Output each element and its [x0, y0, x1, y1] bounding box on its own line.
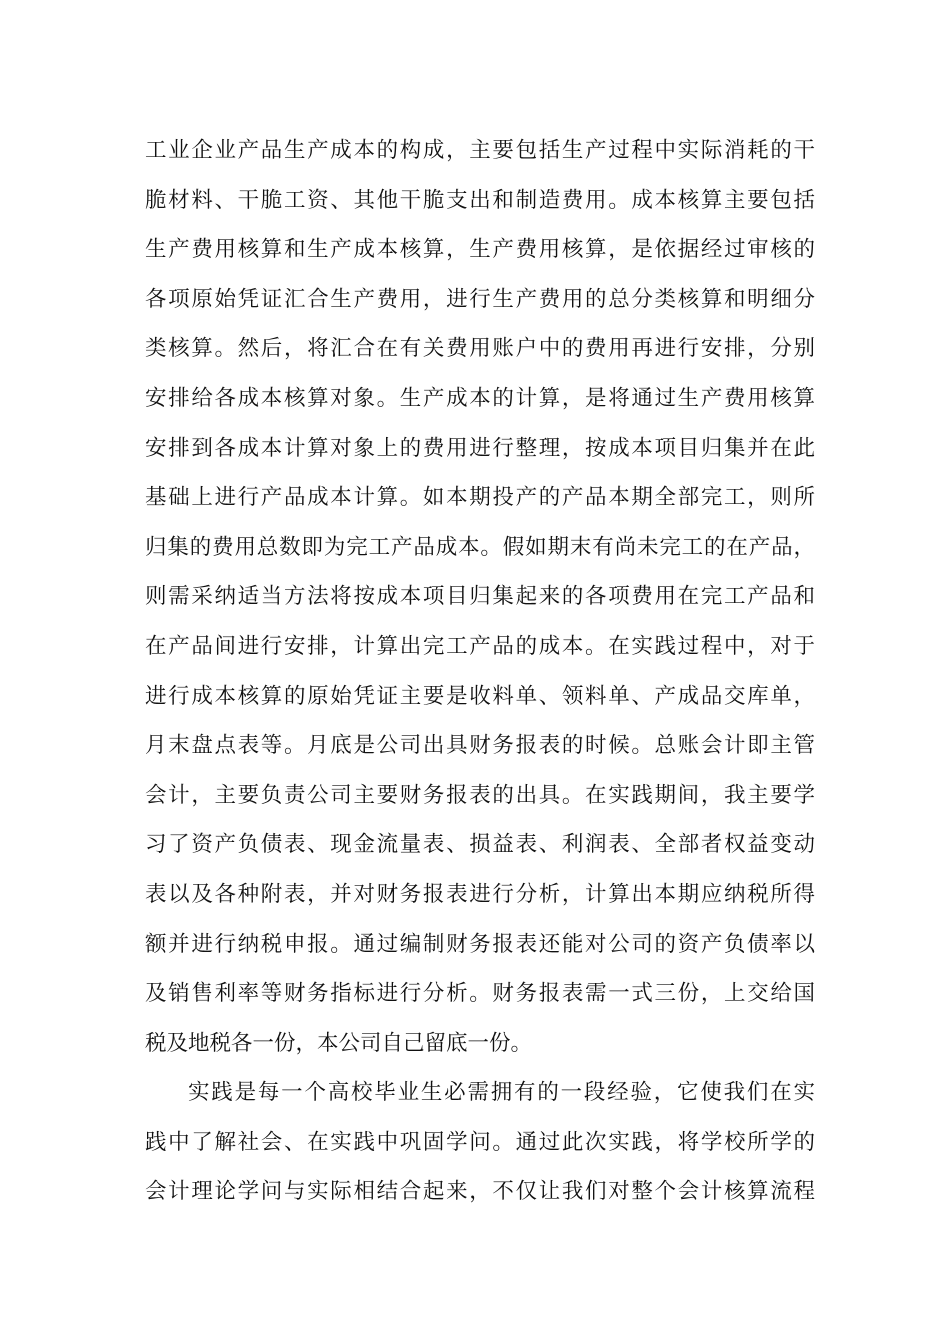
text-line: 归集的费用总数即为完工产品成本。假如期末有尚未完工的在产品，	[145, 534, 815, 560]
text-line: 践中了解社会、在实践中巩固学问。通过此次实践，将学校所学的	[145, 1129, 815, 1155]
text-line: 表以及各种附表，并对财务报表进行分析，计算出本期应纳税所得	[145, 881, 815, 907]
text-line: 及销售利率等财务指标进行分析。财务报表需一式三份，上交给国	[145, 981, 815, 1007]
text-line: 额并进行纳税申报。通过编制财务报表还能对公司的资产负债率以	[145, 931, 815, 957]
paragraph-1	[145, 126, 815, 1068]
text-line: 安排到各成本计算对象上的费用进行整理，按成本项目归集并在此	[145, 435, 815, 461]
text-line: 月末盘点表等。月底是公司出具财务报表的时候。总账会计即主管	[145, 733, 815, 759]
text-line: 实践是每一个高校毕业生必需拥有的一段经验，它使我们在实	[188, 1080, 815, 1106]
text-line: 会计理论学问与实际相结合起来，不仅让我们对整个会计核算流程	[145, 1179, 815, 1205]
text-line: 会计，主要负责公司主要财务报表的出具。在实践期间，我主要学	[145, 782, 815, 808]
text-line: 各项原始凭证汇合生产费用，进行生产费用的总分类核算和明细分	[145, 286, 815, 312]
text-line: 脆材料、干脆工资、其他干脆支出和制造费用。成本核算主要包括	[145, 187, 815, 213]
paragraph-2	[145, 1068, 815, 1217]
text-line: 在产品间进行安排，计算出完工产品的成本。在实践过程中，对于	[145, 633, 815, 659]
text-line: 进行成本核算的原始凭证主要是收料单、领料单、产成品交库单，	[145, 683, 815, 709]
text-line: 税及地税各一份，本公司自己留底一份。	[145, 1030, 533, 1056]
text-line: 则需采纳适当方法将按成本项目归集起来的各项费用在完工产品和	[145, 584, 815, 610]
body-text	[145, 126, 815, 1217]
text-line: 类核算。然后，将汇合在有关费用账户中的费用再进行安排，分别	[145, 336, 815, 362]
text-line: 工业企业产品生产成本的构成，主要包括生产过程中实际消耗的干	[145, 138, 815, 163]
text-line: 基础上进行产品成本计算。如本期投产的产品本期全部完工，则所	[145, 485, 815, 511]
text-line: 习了资产负债表、现金流量表、损益表、利润表、全部者权益变动	[145, 832, 815, 858]
text-line: 生产费用核算和生产成本核算，生产费用核算，是依据经过审核的	[145, 237, 815, 263]
text-line: 安排给各成本核算对象。生产成本的计算，是将通过生产费用核算	[145, 385, 815, 411]
